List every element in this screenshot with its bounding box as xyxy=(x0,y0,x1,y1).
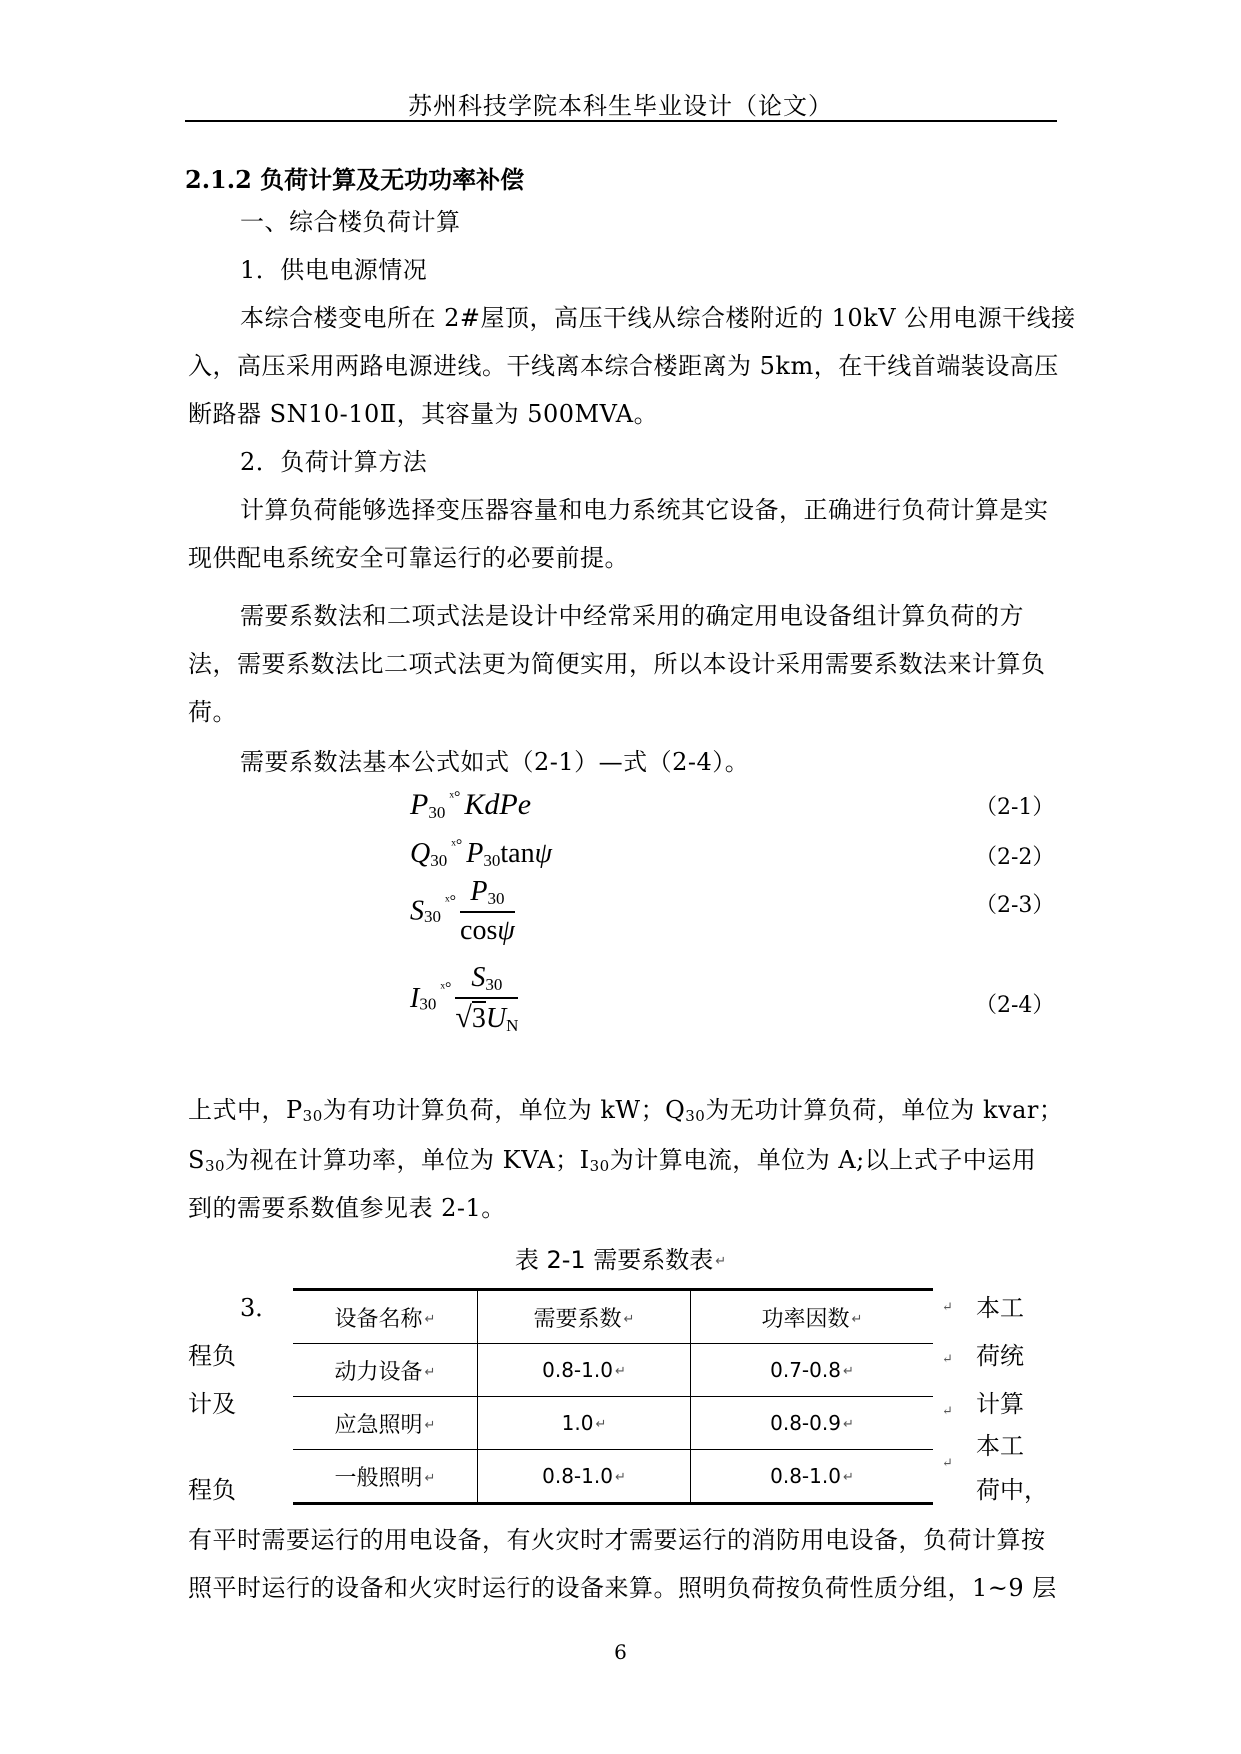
paragraph-line: 需要系数法和二项式法是设计中经常采用的确定用电设备组计算负荷的方 xyxy=(240,602,1024,630)
equation-number: （2-3） xyxy=(975,893,1055,918)
return-mark: ↵ xyxy=(942,1352,953,1367)
formula-2-1: $P_{30}^{ˣ^\circ}$ KdPe xyxy=(410,788,532,822)
return-mark: ↵ xyxy=(424,1471,436,1486)
table-cell: 0.8-1.0 ↵ xyxy=(478,1450,691,1504)
section-heading: 2.1.2 负荷计算及无功功率补偿 xyxy=(185,165,525,194)
table-cell: 动力设备 ↵ xyxy=(293,1344,478,1397)
return-mark: ↵ xyxy=(715,1253,727,1269)
formula-intro: 需要系数法基本公式如式（2-1）—式（2-4）。 xyxy=(240,748,750,776)
table-header-cell: 设备名称 ↵ xyxy=(293,1290,478,1344)
fraction: $\frac{P_{30}}{\cos\psi}$ xyxy=(460,876,515,946)
paragraph-line: 入，高压采用两路电源进线。干线离本综合楼距离为 5km，在干线首端装设高压 xyxy=(188,352,1059,380)
equation-number: （2-2） xyxy=(975,845,1055,870)
paragraph-line: 现供配电系统安全可靠运行的必要前提。 xyxy=(188,544,629,572)
return-mark: ↵ xyxy=(424,1418,436,1433)
return-mark: ↵ xyxy=(424,1312,436,1327)
formula-2-3: $S_{30}^{ˣ^\circ}$ $\frac{P_{30}}{\cos\psi}$ xyxy=(410,876,515,946)
table-header-row xyxy=(293,1290,933,1344)
return-mark: ↵ xyxy=(851,1312,863,1327)
equals-symbol: ˣ° xyxy=(451,837,463,854)
wrap-text-left: 程负 xyxy=(188,1342,236,1370)
table-header-cell: 需要系数 ↵ xyxy=(478,1290,691,1344)
wrap-text-right: 计算 xyxy=(976,1390,1024,1418)
table-cell: 0.8-1.0 ↵ xyxy=(691,1450,934,1504)
formula-2-2: $Q_{30}^{ˣ^\circ}$ $P_{30}\tan\psi$ xyxy=(410,837,552,870)
wrap-text-left: 程负 xyxy=(188,1476,236,1504)
table-cell: 1.0 ↵ xyxy=(478,1397,691,1450)
equals-symbol: ˣ° xyxy=(449,789,461,806)
wrap-text-left: 3． xyxy=(240,1294,280,1322)
paragraph-line: 有平时需要运行的用电设备，有火灾时才需要运行的消防用电设备，负荷计算按 xyxy=(188,1526,1046,1554)
paragraph-line: 本综合楼变电所在 2#屋顶，高压干线从综合楼附近的 10kV 公用电源干线接 xyxy=(240,304,1076,332)
equals-symbol: ˣ° xyxy=(440,980,452,998)
paragraph-line: 荷。 xyxy=(188,698,237,726)
equation-number: （2-4） xyxy=(975,993,1055,1018)
wrap-text-left: 计及 xyxy=(188,1390,236,1418)
equals-symbol: ˣ° xyxy=(445,892,457,910)
table-cell: 0.8-1.0 ↵ xyxy=(478,1344,691,1397)
table-cell: 一般照明 ↵ xyxy=(293,1450,478,1504)
return-mark: ↵ xyxy=(842,1417,854,1432)
wrap-text-right: 本工 xyxy=(976,1294,1024,1322)
table-row xyxy=(293,1344,933,1397)
return-mark: ↵ xyxy=(614,1470,626,1485)
header-rule xyxy=(185,120,1057,122)
sqrt-symbol: √ xyxy=(455,1001,472,1034)
wrap-text-right: 荷中， xyxy=(976,1476,1048,1504)
table-cell: 应急照明 ↵ xyxy=(293,1397,478,1450)
item-power-supply: 1．供电电源情况 xyxy=(240,256,428,284)
paragraph-line: 计算负荷能够选择变压器容量和电力系统其它设备，正确进行负荷计算是实 xyxy=(240,496,1049,524)
item-load-method: 2．负荷计算方法 xyxy=(240,448,428,476)
explain-line: $S_{30}$为视在计算功率，单位为 KVA；$I_{30}$为计算电流，单位为 A;以上式子中运用 xyxy=(188,1146,1037,1175)
header-title: 苏州科技学院本科生毕业设计（论文） xyxy=(408,92,833,120)
formula-2-4: $I_{30}^{ˣ^\circ}$ $\frac{S_{30}}{√3U_N}$ xyxy=(410,962,519,1035)
return-mark: ↵ xyxy=(614,1364,626,1379)
table-header-cell: 功率因数 ↵ xyxy=(691,1290,934,1344)
table-row xyxy=(293,1450,933,1504)
return-mark: ↵ xyxy=(595,1417,607,1432)
return-mark: ↵ xyxy=(424,1365,436,1380)
return-mark: ↵ xyxy=(623,1312,635,1327)
table-cell: 0.7-0.8 ↵ xyxy=(691,1344,934,1397)
table-caption: 表 2-1 需要系数表 ↵ xyxy=(514,1246,727,1274)
return-mark: ↵ xyxy=(842,1364,854,1379)
paragraph-line: 照平时运行的设备和火灾时运行的设备来算。照明负荷按负荷性质分组，1~9 层 xyxy=(188,1574,1057,1602)
table-cell: 0.8-0.9 ↵ xyxy=(691,1397,934,1450)
equation-number: （2-1） xyxy=(975,795,1055,820)
page-number: 6 xyxy=(614,1640,627,1664)
subheading-building-load: 一、综合楼负荷计算 xyxy=(240,208,461,236)
return-mark: ↵ xyxy=(842,1470,854,1485)
return-mark: ↵ xyxy=(942,1404,953,1419)
explain-line: 上式中，$P_{30}$为有功计算负荷，单位为 kW；$Q_{30}$为无功计算负荷，单位为 kvar； xyxy=(188,1096,1064,1125)
explain-line: 到的需要系数值参见表 2-1。 xyxy=(188,1194,506,1222)
fraction: $\frac{S_{30}}{√3U_N}$ xyxy=(455,962,519,1035)
wrap-text-right: 荷统 xyxy=(976,1342,1024,1370)
return-mark: ↵ xyxy=(942,1456,953,1471)
wrap-text-right: 本工 xyxy=(976,1432,1024,1460)
demand-coefficient-table xyxy=(293,1288,933,1505)
table-row xyxy=(293,1397,933,1450)
return-mark: ↵ xyxy=(942,1300,953,1315)
paragraph-line: 断路器 SN10-10Ⅱ，其容量为 500MVA。 xyxy=(188,400,659,428)
paragraph-line: 法，需要系数法比二项式法更为简便实用，所以本设计采用需要系数法来计算负 xyxy=(188,650,1046,678)
